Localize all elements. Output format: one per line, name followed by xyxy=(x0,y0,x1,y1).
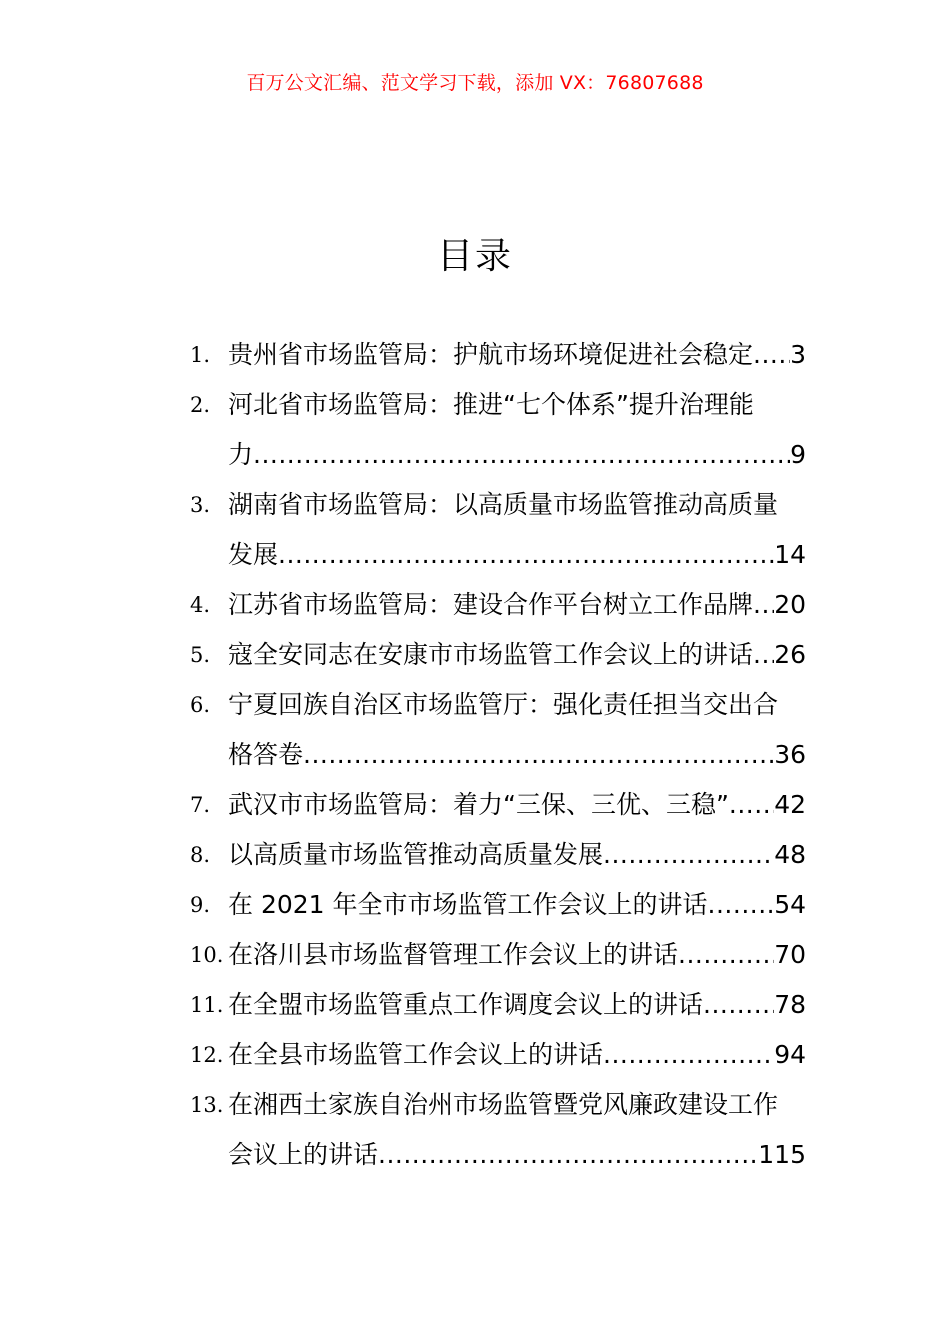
toc-dot-leader xyxy=(603,830,774,880)
toc-entry[interactable] xyxy=(190,330,806,380)
toc-entry-title: 在全县市场监管工作会议上的讲话 xyxy=(228,1040,604,1069)
toc-entry-page-number: 115 xyxy=(758,1140,806,1169)
toc-entry-number: 9. xyxy=(190,893,211,917)
toc-entry-title: 贵州省市场监管局：护航市场环境促进社会稳定 xyxy=(228,340,754,369)
toc-entry-body xyxy=(228,580,806,630)
toc-entry-body xyxy=(228,680,806,780)
toc-entry-title: 湖南省市场监管局：以高质量市场监管推动高质量 xyxy=(228,490,779,519)
toc-entry-line xyxy=(228,480,806,530)
toc-dot-leader xyxy=(753,330,790,380)
toc-entry-number: 13. xyxy=(190,1093,224,1117)
toc-entry[interactable] xyxy=(190,880,806,930)
toc-entry-page-number: 36 xyxy=(774,740,806,769)
toc-entry-title: 发展 xyxy=(228,540,279,569)
toc-entry-line xyxy=(228,980,806,1030)
toc-entry-number: 1. xyxy=(190,343,211,367)
toc-dot-leader xyxy=(708,880,775,930)
toc-dot-leader xyxy=(603,1030,774,1080)
toc-entry[interactable] xyxy=(190,580,806,630)
toc-entry-title: 在洛川县市场监督管理工作会议上的讲话 xyxy=(228,940,679,969)
toc-entry-title: 武汉市市场监管局：着力“三保、三优、三稳” xyxy=(228,790,729,819)
toc-entry-page-number: 94 xyxy=(774,1040,806,1069)
toc-entry-line xyxy=(228,680,806,730)
toc-entry-title: 格答卷 xyxy=(228,740,304,769)
toc-entry-line xyxy=(228,1080,806,1130)
toc-dot-leader xyxy=(303,730,774,780)
toc-dot-leader xyxy=(729,780,774,830)
toc-entry-body xyxy=(228,480,806,580)
toc-entry-number: 4. xyxy=(190,593,211,617)
toc-entry-number: 3. xyxy=(190,493,211,517)
toc-entry-page-number: 48 xyxy=(774,840,806,869)
toc-entry-number: 5. xyxy=(190,643,211,667)
toc-entry-body xyxy=(228,380,806,480)
toc-entry-title: 宁夏回族自治区市场监管厅：强化责任担当交出合 xyxy=(228,690,779,719)
toc-entry[interactable] xyxy=(190,680,806,780)
toc-entry-page-number: 9 xyxy=(790,440,806,469)
toc-dot-leader xyxy=(678,930,774,980)
toc-entry-line xyxy=(228,1130,806,1180)
toc-dot-leader xyxy=(753,630,774,680)
toc-entry-number: 10. xyxy=(190,943,224,967)
toc-dot-leader xyxy=(703,980,774,1030)
toc-entry-page-number: 26 xyxy=(774,640,806,669)
toc-entry-line xyxy=(228,530,806,580)
toc-entry-line xyxy=(228,880,806,930)
toc-entry[interactable] xyxy=(190,780,806,830)
toc-dot-leader xyxy=(753,580,774,630)
toc-entry[interactable] xyxy=(190,630,806,680)
toc-entry-number: 6. xyxy=(190,693,211,717)
toc-entry-line xyxy=(228,830,806,880)
toc-entry-title: 河北省市场监管局：推进“七个体系”提升治理能 xyxy=(228,390,754,419)
toc-entry-body xyxy=(228,930,806,980)
toc-entry-line xyxy=(228,780,806,830)
toc-entry-number: 12. xyxy=(190,1043,224,1067)
toc-entry-page-number: 78 xyxy=(774,990,806,1019)
toc-entry[interactable] xyxy=(190,1030,806,1080)
toc-entry-body xyxy=(228,880,806,930)
toc-entry-line xyxy=(228,330,806,380)
toc-entry-number: 11. xyxy=(190,993,224,1017)
toc-entry-title: 在 2021 年全市市场监管工作会议上的讲话 xyxy=(228,890,708,919)
toc-entry-title: 在全盟市场监管重点工作调度会议上的讲话 xyxy=(228,990,704,1019)
table-of-contents xyxy=(190,330,806,1180)
toc-entry-title: 江苏省市场监管局：建设合作平台树立工作品牌 xyxy=(228,590,754,619)
toc-entry[interactable] xyxy=(190,830,806,880)
toc-entry-title: 寇全安同志在安康市市场监管工作会议上的讲话 xyxy=(228,640,754,669)
toc-entry-line xyxy=(228,730,806,780)
toc-dot-leader xyxy=(378,1130,758,1180)
toc-entry-title: 以高质量市场监管推动高质量发展 xyxy=(228,840,604,869)
toc-entry[interactable] xyxy=(190,930,806,980)
toc-entry-page-number: 42 xyxy=(774,790,806,819)
toc-entry[interactable] xyxy=(190,380,806,480)
toc-entry-number: 7. xyxy=(190,793,211,817)
toc-entry-line xyxy=(228,430,806,480)
toc-entry-body xyxy=(228,630,806,680)
toc-entry-page-number: 54 xyxy=(774,890,806,919)
toc-entry-number: 8. xyxy=(190,843,211,867)
toc-entry-line xyxy=(228,380,806,430)
toc-entry-page-number: 20 xyxy=(774,590,806,619)
toc-entry[interactable] xyxy=(190,480,806,580)
toc-entry[interactable] xyxy=(190,980,806,1030)
toc-entry[interactable] xyxy=(190,1080,806,1180)
toc-dot-leader xyxy=(253,430,790,480)
toc-entry-body xyxy=(228,330,806,380)
header-watermark-note: 百万公文汇编、范文学习下载，添加 VX：76807688 xyxy=(246,72,704,94)
toc-entry-line xyxy=(228,1030,806,1080)
toc-entry-page-number: 14 xyxy=(774,540,806,569)
toc-entry-line xyxy=(228,930,806,980)
toc-dot-leader xyxy=(278,530,774,580)
toc-entry-title: 会议上的讲话 xyxy=(228,1140,379,1169)
toc-entry-title: 在湘西土家族自治州市场监管暨党风廉政建设工作 xyxy=(228,1090,779,1119)
toc-entry-body xyxy=(228,1080,806,1180)
toc-entry-body xyxy=(228,830,806,880)
toc-entry-body xyxy=(228,780,806,830)
toc-entry-body xyxy=(228,980,806,1030)
toc-entry-line xyxy=(228,580,806,630)
toc-entry-body xyxy=(228,1030,806,1080)
page-title: 目录 xyxy=(436,236,513,277)
toc-entry-page-number: 70 xyxy=(774,940,806,969)
toc-entry-title: 力 xyxy=(228,440,254,469)
toc-entry-page-number: 3 xyxy=(790,340,806,369)
toc-entry-line xyxy=(228,630,806,680)
toc-entry-number: 2. xyxy=(190,393,211,417)
